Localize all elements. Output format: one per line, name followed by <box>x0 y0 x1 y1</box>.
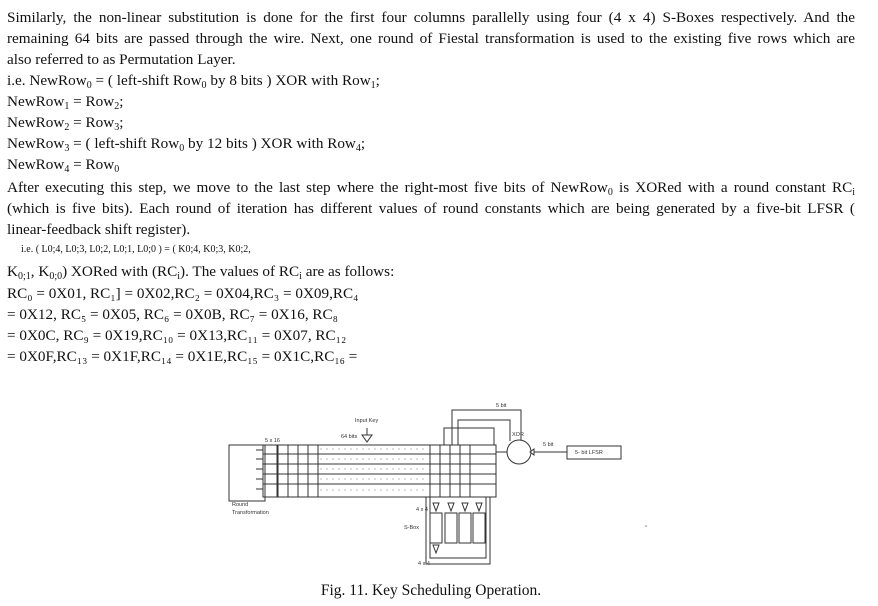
equation-newrow1: NewRow$_1$ = Row$_2$; <box>7 93 124 112</box>
round-transformation-box <box>229 445 265 501</box>
dim-5x16-label: 5 x 16 <box>265 438 280 444</box>
sbox-label: S-Box <box>404 525 419 531</box>
equation-newrow3: NewRow$_3$ = ( left-shift Row$_0$ by 12 bits ) XOR with Row$_4$; <box>7 135 366 154</box>
key-register-grid <box>278 445 496 497</box>
four-x4-top-label: 4 x 4 <box>416 507 428 513</box>
rc-line: = 0X0C, RC₉ = 0X19,RC₁₀ = 0X13,RC₁₁ = 0X07, RC₁₂ <box>7 327 347 344</box>
transformation-label: Transformation <box>232 510 269 516</box>
equation-newrow4: NewRow$_4$ = Row$_0$ <box>7 156 120 175</box>
figure-caption: Fig. 11. Key Scheduling Operation. <box>320 582 542 599</box>
five-bit-right-label: 5 bit <box>543 442 554 448</box>
input-key-label: Input Key <box>355 418 379 424</box>
rc-line: = 0X12, RC₅ = 0X05, RC₆ = 0X0B, RC₇ = 0X16, RC₈ <box>7 306 338 323</box>
xor-label: XOR <box>512 432 524 438</box>
rc-line: RC₀ = 0X01, RC₁] = 0X02,RC₂ = 0X04,RC₃ = 0X09,RC₄ <box>7 285 359 302</box>
garbled-equation: i.e. ( L0;4, L0;3, L0;2, L0;1, L0;0 ) = ( K0;4, K0;3, K0;2, <box>21 244 251 255</box>
four-x4-bottom-label: 4 x 4 <box>418 561 430 567</box>
paragraph-line: (which is five bits). Each round of iteration has different values of round constants which are being generated by a five-bit LFSR ( <box>7 200 855 217</box>
paragraph-line: also referred to as Permutation Layer. <box>7 51 236 68</box>
xor-node <box>507 440 531 464</box>
equation-newrow0: i.e. NewRow$_0$ = ( left-shift Row$_0$ by 8 bits ) XOR with Row$_1$; <box>7 72 380 91</box>
bits64-label: 64 bits <box>341 434 358 440</box>
rc-line: = 0X0F,RC₁₃ = 0X1F,RC₁₄ = 0X1E,RC₁₅ = 0X1C,RC₁₆ = <box>7 348 358 365</box>
round-label: Round <box>232 502 249 508</box>
paragraph-line: Similarly, the non-linear substitution is done for the first four columns parallelly using four (4 x 4) S-Boxes respectively. And the <box>7 9 855 26</box>
paragraph-line: $K_{0;1}$, $K_{0;0}$) XORed with $(RC_i)$. The values of $RC_i$ are as follows: <box>7 263 395 282</box>
paragraph-line: After executing this step, we move to the last step where the right-most five bits of NewRow$_0$ is XORed with a round constant $RC_i$ <box>7 179 856 198</box>
stray-dot <box>645 525 647 527</box>
equation-newrow2: NewRow$_2$ = Row$_3$; <box>7 114 124 133</box>
lfsr-label: 5- bit LFSR <box>575 450 603 456</box>
paragraph-line: linear-feedback shift register). <box>7 221 191 238</box>
paragraph-line: remaining 64 bits are passed through the wire. Next, one round of Fiestal transformation is used to the existing five rows which are <box>7 30 855 47</box>
five-bit-top-label: 5 bit <box>496 403 507 409</box>
